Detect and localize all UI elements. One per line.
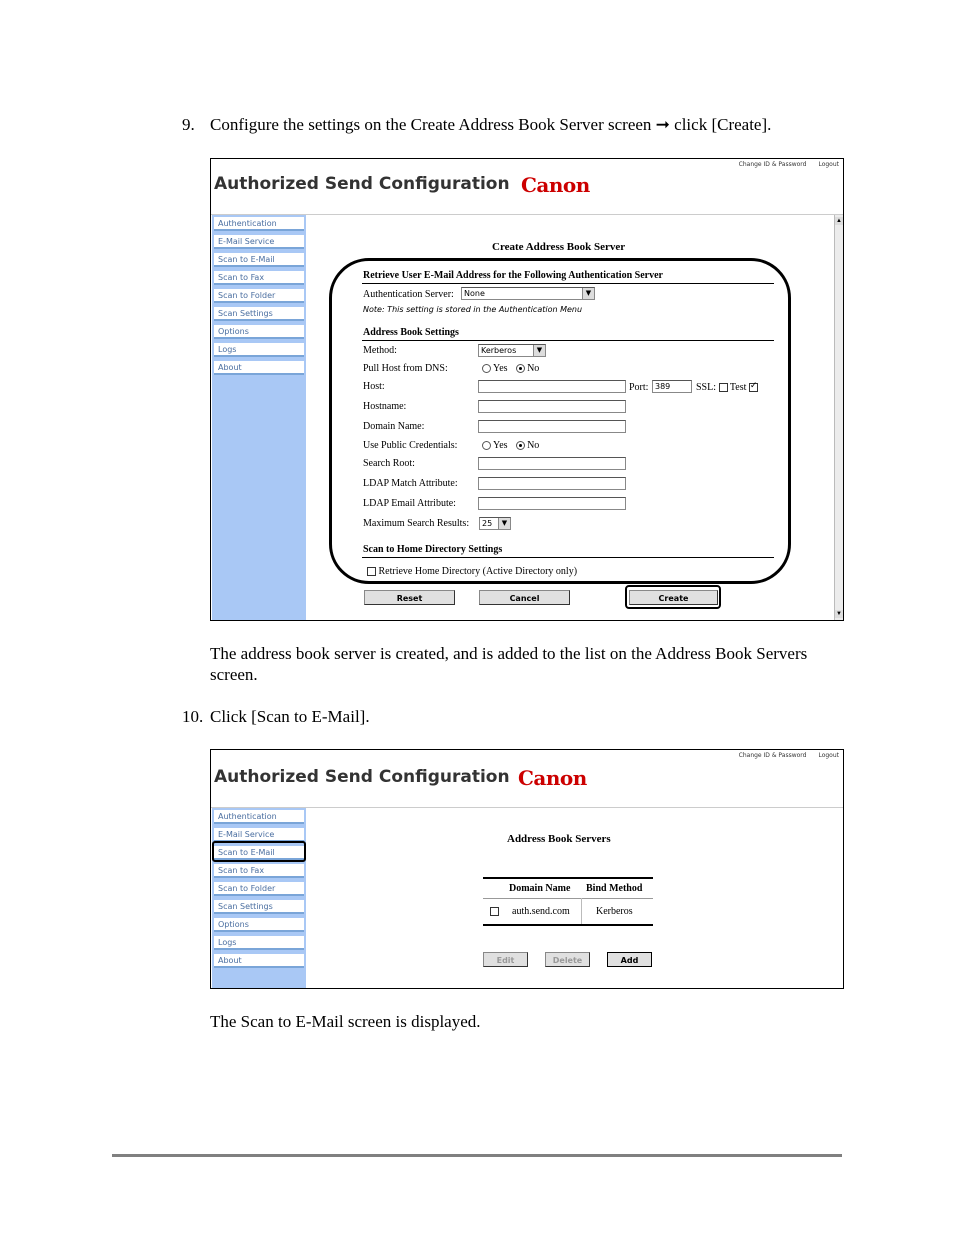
public-cred-label: Use Public Credentials: [363, 440, 458, 451]
public-cred-no-radio[interactable] [516, 441, 525, 450]
app-title: Authorized Send Configuration [214, 767, 510, 787]
sidebar [212, 215, 306, 620]
create-button[interactable]: Create [629, 590, 718, 605]
port-label: Port: [629, 382, 649, 393]
host-input[interactable] [478, 380, 626, 393]
sidebar-item-options[interactable]: Options [214, 918, 304, 932]
scan-to-email-highlight [212, 841, 306, 862]
retrieve-home-checkbox[interactable] [367, 567, 376, 576]
delete-button[interactable]: Delete [545, 952, 590, 967]
ldap-email-label: LDAP Email Attribute: [363, 498, 456, 509]
sidebar-item-scan-settings[interactable]: Scan Settings [214, 900, 304, 914]
sidebar-item-scan-to-email[interactable]: Scan to E-Mail [214, 253, 304, 267]
sidebar-item-email-service[interactable]: E-Mail Service [214, 828, 304, 842]
hostname-label: Hostname: [363, 401, 407, 412]
address-book-servers-screenshot [210, 749, 844, 989]
yes-label: Yes [493, 363, 508, 374]
pull-host-yes-radio[interactable] [482, 364, 491, 373]
sidebar-item-about[interactable]: About [214, 954, 304, 968]
page-title: Address Book Servers [507, 833, 611, 845]
pull-host-no-radio[interactable] [516, 364, 525, 373]
pull-host-radios [482, 363, 539, 374]
public-cred-yes-radio[interactable] [482, 441, 491, 450]
sidebar-item-logs[interactable]: Logs [214, 343, 304, 357]
edit-button[interactable]: Edit [483, 952, 528, 967]
result-paragraph-2: The Scan to E-Mail screen is displayed. [210, 1012, 481, 1031]
row-checkbox[interactable] [490, 907, 499, 916]
ssl-label: SSL: [696, 382, 717, 393]
ssl-test-group [696, 382, 758, 393]
section-home-title: Scan to Home Directory Settings [363, 544, 503, 555]
logout-link[interactable]: Logout [818, 161, 839, 168]
top-links [727, 752, 839, 759]
step-text: Click [Scan to E-Mail]. [210, 707, 370, 726]
scroll-down-icon[interactable]: ▼ [836, 611, 842, 617]
host-label: Host: [363, 381, 385, 392]
pull-host-label: Pull Host from DNS: [363, 363, 448, 374]
create-highlight [625, 585, 721, 609]
auth-server-value: None [464, 289, 485, 298]
add-button[interactable]: Add [607, 952, 652, 967]
method-label: Method: [363, 345, 397, 356]
sidebar [212, 808, 306, 988]
logout-link[interactable]: Logout [818, 752, 839, 759]
max-results-select[interactable] [479, 517, 511, 530]
domain-input[interactable] [478, 420, 626, 433]
table-row[interactable] [490, 906, 499, 917]
retrieve-home-label: Retrieve Home Directory (Active Directory only) [378, 566, 578, 577]
change-id-password-link[interactable]: Change ID & Password [738, 752, 807, 759]
page-title: Create Address Book Server [492, 241, 626, 253]
sidebar-item-scan-to-fax[interactable]: Scan to Fax [214, 864, 304, 878]
domain-label: Domain Name: [363, 421, 425, 432]
sidebar-item-logs[interactable]: Logs [214, 936, 304, 950]
section-ab-title: Address Book Settings [363, 327, 459, 338]
canon-logo: Canon [518, 766, 587, 790]
sidebar-item-about[interactable]: About [214, 361, 304, 375]
step-number: 9. [182, 115, 195, 134]
sidebar-item-scan-to-folder[interactable]: Scan to Folder [214, 289, 304, 303]
ssl-checkbox[interactable] [719, 383, 728, 392]
test-label: Test [729, 382, 747, 393]
sidebar-item-scan-to-fax[interactable]: Scan to Fax [214, 271, 304, 285]
change-id-password-link[interactable]: Change ID & Password [738, 161, 807, 168]
auth-server-label: Authentication Server: [363, 289, 454, 300]
sidebar-item-options[interactable]: Options [214, 325, 304, 339]
no-label: No [527, 363, 540, 374]
test-checkbox[interactable] [749, 383, 758, 392]
sidebar-item-email-service[interactable]: E-Mail Service [214, 235, 304, 249]
auth-note: Note: This setting is stored in the Authentication Menu [363, 305, 583, 314]
scrollbar[interactable] [834, 215, 843, 620]
retrieve-home-row [367, 566, 577, 577]
search-root-input[interactable] [478, 457, 626, 470]
top-links [727, 161, 839, 168]
col-domain-name: Domain Name [509, 883, 571, 894]
sidebar-item-authentication[interactable]: Authentication [214, 810, 304, 824]
method-select[interactable] [478, 344, 546, 357]
sidebar-item-scan-to-folder[interactable]: Scan to Folder [214, 882, 304, 896]
sidebar-item-scan-settings[interactable]: Scan Settings [214, 307, 304, 321]
cancel-button[interactable]: Cancel [479, 590, 570, 605]
step-10 [182, 707, 370, 727]
footer-rule [112, 1154, 842, 1157]
method-value: Kerberos [481, 346, 517, 355]
search-root-label: Search Root: [363, 458, 415, 469]
no-label: No [527, 440, 540, 451]
step-number: 10. [182, 707, 204, 726]
row-bind-method: Kerberos [596, 906, 633, 917]
yes-label: Yes [493, 440, 508, 451]
sidebar-item-scan-to-email[interactable]: Scan to E-Mail [214, 846, 304, 860]
ldap-email-input[interactable] [478, 497, 626, 510]
col-bind-method: Bind Method [586, 883, 643, 894]
ldap-match-label: LDAP Match Attribute: [363, 478, 458, 489]
result-paragraph: The address book server is created, and is added to the list on the Address Book Servers screen. [210, 644, 808, 684]
port-input[interactable]: 389 [652, 380, 692, 393]
chevron-down-icon: ▼ [533, 345, 545, 356]
scroll-up-icon[interactable]: ▲ [836, 218, 842, 224]
auth-server-select[interactable] [461, 287, 595, 300]
row-domain-name: auth.send.com [512, 906, 570, 917]
step-9 [182, 115, 771, 135]
public-cred-radios [482, 440, 539, 451]
reset-button[interactable]: Reset [364, 590, 455, 605]
ldap-match-input[interactable] [478, 477, 626, 490]
max-results-label: Maximum Search Results: [363, 518, 470, 529]
hostname-input[interactable] [478, 400, 626, 413]
app-title: Authorized Send Configuration [214, 174, 510, 194]
step-text: Configure the settings on the Create Address Book Server screen ➞ click [Create]. [210, 115, 772, 134]
chevron-down-icon: ▼ [582, 288, 594, 299]
chevron-down-icon: ▼ [498, 518, 510, 529]
canon-logo: Canon [521, 173, 590, 197]
sidebar-item-authentication[interactable]: Authentication [214, 217, 304, 231]
section-auth-title: Retrieve User E-Mail Address for the Following Authentication Server [363, 270, 663, 281]
create-address-book-server-screenshot [210, 158, 844, 621]
max-results-value: 25 [482, 519, 493, 528]
